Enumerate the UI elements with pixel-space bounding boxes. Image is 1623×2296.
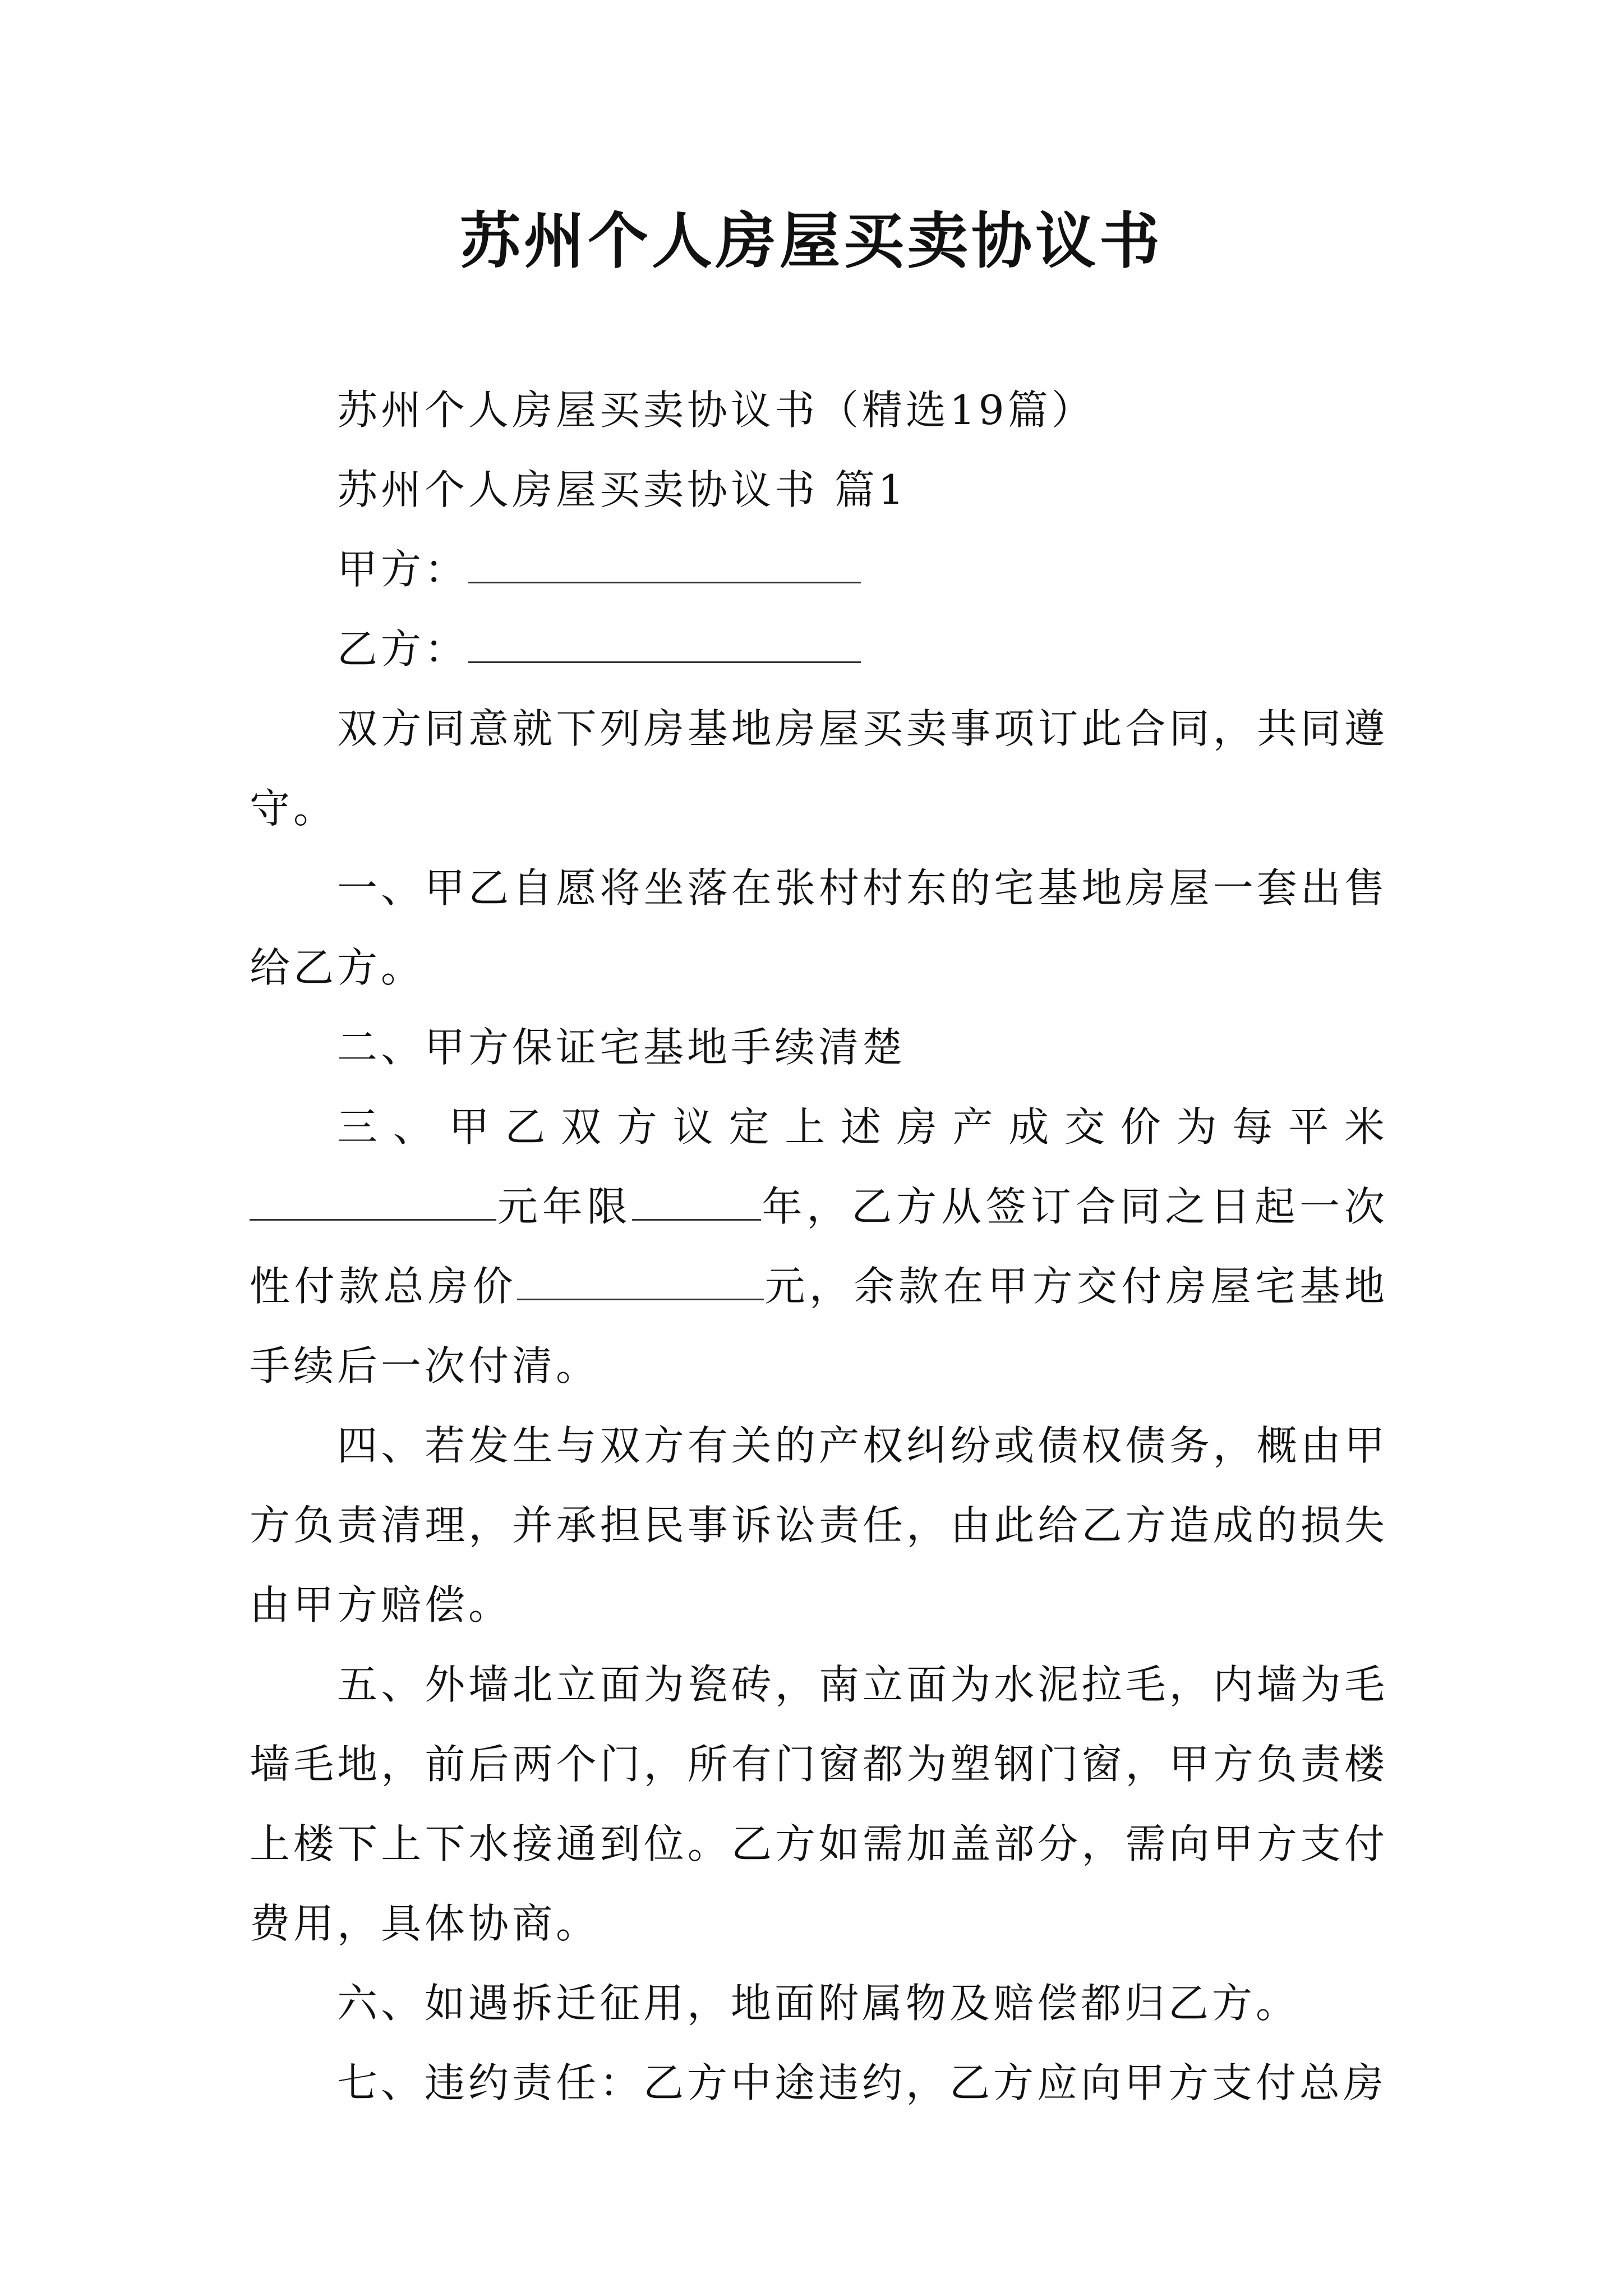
party-a-line [250,530,1388,609]
clause-7: 七、违约责任：乙方中途违约，乙方应向甲方支付总房 [337,2059,1387,2106]
clause-3-part2: 元年限 [496,1183,632,1230]
term-years-blank [632,1184,761,1221]
clause-1: 一、甲乙自愿将坐落在张村村东的宅基地房屋一套出售给乙方。 [250,864,1388,991]
total-price-blank [517,1264,764,1300]
subtitle: 苏州个人房屋买卖协议书（精选19篇） [337,386,1095,434]
intro-paragraph: 双方同意就下列房基地房屋买卖事项订此合同，共同遵守。 [250,705,1388,832]
document-title: 苏州个人房屋买卖协议书 [459,206,1163,277]
party-b-line [250,609,1388,689]
party-b-label: 乙方： [337,625,469,673]
clause-4: 四、若发生与双方有关的产权纠纷或债权债务，概由甲方负责清理，并承担民事诉讼责任，由此给乙方造成的损失由甲方赔偿。 [250,1422,1388,1628]
party-a-blank [468,547,861,583]
clause-3-part4: 元，余款在甲方交付房屋宅基地手续后一次付清。 [250,1263,1388,1389]
clause-6: 六、如遇拆迁征用，地面附属物及赔偿都归乙方。 [337,1980,1300,2027]
price-per-sqm-blank [250,1184,496,1221]
clause-3-part1: 三、甲乙双方议定上述房产成交价为每平米 [337,1103,1388,1151]
clause-2: 二、甲方保证宅基地手续清楚 [337,1024,906,1071]
section-heading: 苏州个人房屋买卖协议书 篇1 [337,466,907,513]
document-body [250,370,1388,2123]
clause-3-part3: 年，乙方从签订合同之日起一次性付款总房价 [250,1183,1388,1310]
clause-3 [250,1087,1388,1406]
clause-5: 五、外墙北立面为瓷砖，南立面为水泥拉毛，内墙为毛墙毛地，前后两个门，所有门窗都为塑钢门窗，甲方负责楼上楼下上下水接通到位。乙方如需加盖部分，需向甲方支付费用，具体协商。 [250,1661,1388,1947]
party-a-label: 甲方： [337,546,469,593]
party-b-blank [468,627,861,663]
